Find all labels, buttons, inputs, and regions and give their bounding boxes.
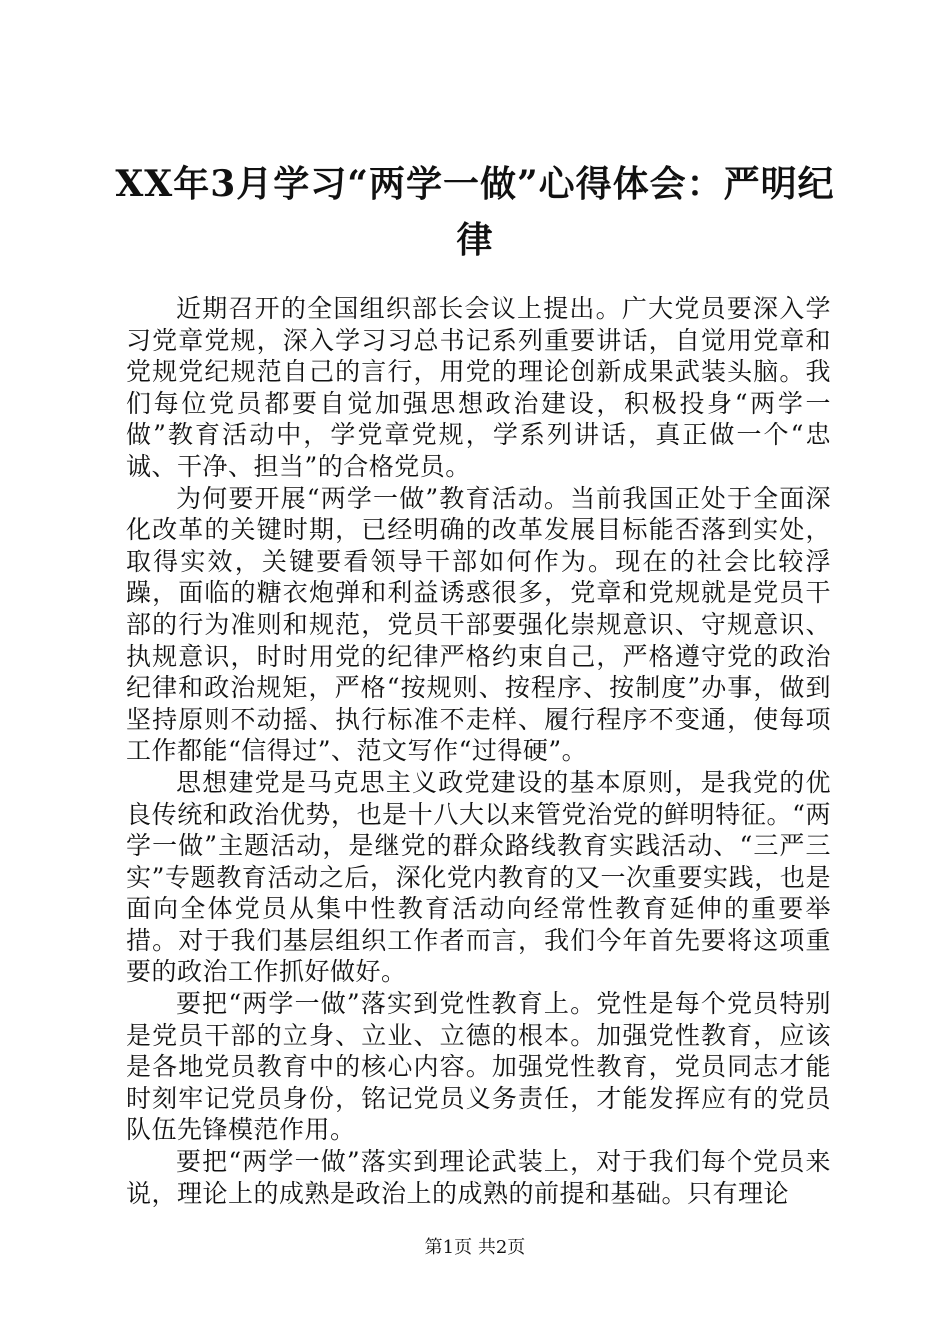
page-number-footer: 第1页 共2页 — [424, 1237, 526, 1258]
document-title: XX年3月学习“两学一做”心得体会：严明纪律 — [115, 163, 835, 261]
paragraph: 要把“两学一做”落实到党性教育上。党性是每个党员特别是党员干部的立身、立业、立德的根本。加强党性教育，应该是各地党员教育中的核心内容。加强党性教育，党员同志才能时刻牢记党员身份，铭记党员义务责任，才能发挥应有的党员队伍先锋模范作用。 — [126, 989, 831, 1145]
paragraph: 近期召开的全国组织部长会议上提出。广大党员要深入学习党章党规，深入学习习总书记系列重要讲话，自觉用党章和党规党纪规范自己的言行，用党的理论创新成果武装头脑。我们每位党员都要自觉加强思想政治建设，积极投身“两学一做”教育活动中，学党章党规，学系列讲话，真正做一个“忠诚、干净、担当”的合格党员。 — [126, 294, 831, 481]
document-body — [126, 293, 831, 1209]
paragraph: 为何要开展“两学一做”教育活动。当前我国正处于全面深化改革的关键时期，已经明确的改革发展目标能否落到实处，取得实效，关键要看领导干部如何作为。现在的社会比较浮躁，面临的糖衣炮弹和利益诱惑很多，党章和党规就是党员干部的行为准则和规范，党员干部要强化崇规意识、守规意识、执规意识，时时用党的纪律严格约束自己，严格遵守党的政治纪律和政治规矩，严格“按规则、按程序、按制度”办事，做到坚持原则不动摇、执行标准不走样、履行程序不变通，使每项工作都能“信得过”、范文写作“过得硬”。 — [126, 483, 831, 766]
paragraph: 思想建党是马克思主义政党建设的基本原则，是我党的优良传统和政治优势，也是十八大以来管党治党的鲜明特征。“两学一做”主题活动，是继党的群众路线教育实践活动、“三严三实”专题教育活动之后，深化党内教育的又一次重要实践，也是面向全体党员从集中性教育活动向经常性教育延伸的重要举措。对于我们基层组织工作者而言，我们今年首先要将这项重要的政治工作抓好做好。 — [126, 767, 831, 987]
paragraph: 要把“两学一做”落实到理论武装上，对于我们每个党员来说，理论上的成熟是政治上的成熟的前提和基础。只有理论 — [126, 1147, 831, 1208]
